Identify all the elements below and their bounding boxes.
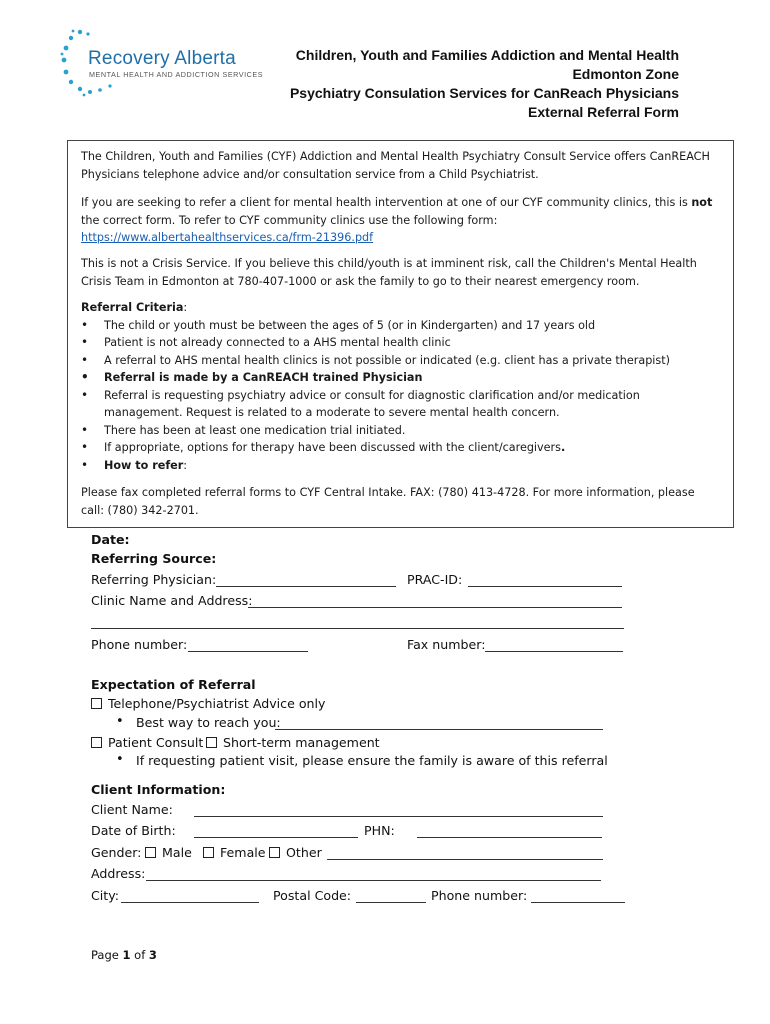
- referring-physician-label: Referring Physician:: [91, 572, 217, 587]
- male-checkbox[interactable]: [145, 847, 156, 858]
- client-info-heading: Client Information:: [91, 782, 226, 797]
- phone-field[interactable]: [188, 651, 308, 652]
- postal-code-label: Postal Code:: [273, 888, 352, 903]
- clinic-address-field[interactable]: [248, 607, 622, 608]
- client-name-label: Client Name:: [91, 802, 173, 817]
- dob-field[interactable]: [194, 837, 358, 838]
- client-phone-field[interactable]: [531, 902, 625, 903]
- page-text: Page: [91, 948, 123, 962]
- male-option[interactable]: [145, 845, 192, 860]
- best-way-label: Best way to reach you:: [136, 715, 281, 730]
- phn-field[interactable]: [417, 837, 602, 838]
- criteria-item-text: How to refer: [104, 458, 184, 472]
- p2-text-2: the correct form. To refer to CYF community clinics use the following form:: [81, 213, 498, 227]
- client-phone-label: Phone number:: [431, 888, 528, 903]
- criteria-item: • A referral to AHS mental health clinics is not possible or indicated (e.g. client has a private therapist): [81, 352, 721, 370]
- title-line-3: Psychiatry Consulation Services for CanReach Physicians: [289, 85, 679, 101]
- page-total: 3: [148, 948, 157, 962]
- postal-code-field[interactable]: [356, 902, 426, 903]
- page-text-of: of: [130, 948, 149, 962]
- page-indicator: [91, 948, 157, 962]
- dob-label: Date of Birth:: [91, 823, 176, 838]
- prac-id-field[interactable]: [468, 586, 622, 587]
- p2-bold: not: [691, 196, 713, 209]
- gender-label: Gender:: [91, 845, 142, 860]
- info-box: [67, 140, 734, 528]
- intro-paragraph: The Children, Youth and Families (CYF) Addiction and Mental Health Psychiatry Consult Service offers CanREACH Physicians telephone advice and/or consultation service from a Child Psychiatrist.: [81, 150, 710, 181]
- criteria-item: [81, 457, 721, 475]
- criteria-item-suffix: :: [183, 458, 188, 472]
- referring-source-label: Referring Source:: [91, 551, 217, 566]
- female-label: Female: [220, 845, 266, 860]
- address-label: Address:: [91, 866, 146, 881]
- phn-label: PHN:: [364, 823, 395, 838]
- patient-consult-checkbox[interactable]: [91, 737, 102, 748]
- criteria-colon: :: [183, 301, 188, 314]
- client-name-field[interactable]: [194, 816, 603, 817]
- expectation-heading: Expectation of Referral: [91, 677, 256, 692]
- phone-label: Phone number:: [91, 637, 188, 652]
- bullet-icon: •: [116, 714, 124, 729]
- clinic-address-label: Clinic Name and Address:: [91, 593, 253, 608]
- bullet-icon: •: [116, 752, 124, 767]
- criteria-item: • Patient is not already connected to a AHS mental health clinic: [81, 334, 721, 352]
- visit-note: If requesting patient visit, please ensure the family is aware of this referral: [136, 753, 608, 768]
- address-field[interactable]: [146, 880, 601, 881]
- best-way-field[interactable]: [275, 729, 603, 730]
- clinic-form-link[interactable]: https://www.albertahealthservices.ca/frm-21396.pdf: [81, 231, 374, 244]
- logo-subtitle: MENTAL HEALTH AND ADDICTION SERVICES: [89, 70, 264, 79]
- patient-consult-option[interactable]: [91, 735, 203, 750]
- other-gender-field[interactable]: [327, 859, 603, 860]
- title-line-2: Edmonton Zone: [572, 66, 679, 82]
- criteria-item: [81, 439, 721, 457]
- form-title: [290, 46, 679, 122]
- date-label: Date:: [91, 532, 130, 547]
- clinic-referral-paragraph: [81, 194, 721, 247]
- referring-physician-field[interactable]: [216, 586, 396, 587]
- criteria-item-suffix: .: [560, 441, 566, 454]
- short-term-checkbox[interactable]: [206, 737, 217, 748]
- female-checkbox[interactable]: [203, 847, 214, 858]
- criteria-item: • There has been at least one medication trial initiated.: [81, 422, 721, 440]
- crisis-paragraph: This is not a Crisis Service. If you believe this child/youth is at imminent risk, call the Children's Mental Health Crisis Team in Edmonton at 780-407-1000 or ask the family to go to their nearest emergency room.: [81, 257, 697, 288]
- female-option[interactable]: [203, 845, 266, 860]
- telephone-option[interactable]: [91, 696, 325, 711]
- logo-name: Recovery Alberta: [88, 48, 236, 69]
- fax-paragraph: Please fax completed referral forms to CYF Central Intake. FAX: (780) 413-4728. For more information, please call: (780) 342-2701.: [81, 486, 695, 517]
- criteria-item: • Referral is requesting psychiatry advice or consult for diagnostic clarification and/or medication management. Request is related to a moderate to severe mental health concern.: [81, 387, 721, 422]
- criteria-item: • Referral is made by a CanREACH trained Physician: [81, 369, 721, 387]
- criteria-item-text: If appropriate, options for therapy have been discussed with the client/caregivers: [104, 441, 561, 454]
- other-label: Other: [286, 845, 322, 860]
- city-label: City:: [91, 888, 120, 903]
- male-label: Male: [162, 845, 192, 860]
- short-term-label: Short-term management: [223, 735, 380, 750]
- criteria-item: • The child or youth must be between the ages of 5 (or in Kindergarten) and 17 years old: [81, 317, 721, 335]
- patient-consult-label: Patient Consult: [108, 735, 204, 750]
- title-line-1: Children, Youth and Families Addiction and Mental Health: [295, 47, 679, 63]
- city-field[interactable]: [121, 902, 259, 903]
- other-option[interactable]: [269, 845, 322, 860]
- criteria-heading: Referral Criteria: [81, 301, 184, 314]
- clinic-address-field-2[interactable]: [91, 628, 624, 629]
- referral-criteria: [81, 299, 721, 474]
- other-checkbox[interactable]: [269, 847, 280, 858]
- page-number: 1: [122, 948, 131, 962]
- short-term-option[interactable]: [206, 735, 380, 750]
- telephone-option-label: Telephone/Psychiatrist Advice only: [108, 696, 326, 711]
- p2-text: If you are seeking to refer a client for mental health intervention at one of our CYF community clinics, this is: [81, 196, 692, 209]
- prac-id-label: PRAC-ID:: [407, 572, 463, 587]
- fax-label: Fax number:: [407, 637, 486, 652]
- title-line-4: External Referral Form: [528, 104, 679, 120]
- telephone-checkbox[interactable]: [91, 698, 102, 709]
- fax-field[interactable]: [485, 651, 623, 652]
